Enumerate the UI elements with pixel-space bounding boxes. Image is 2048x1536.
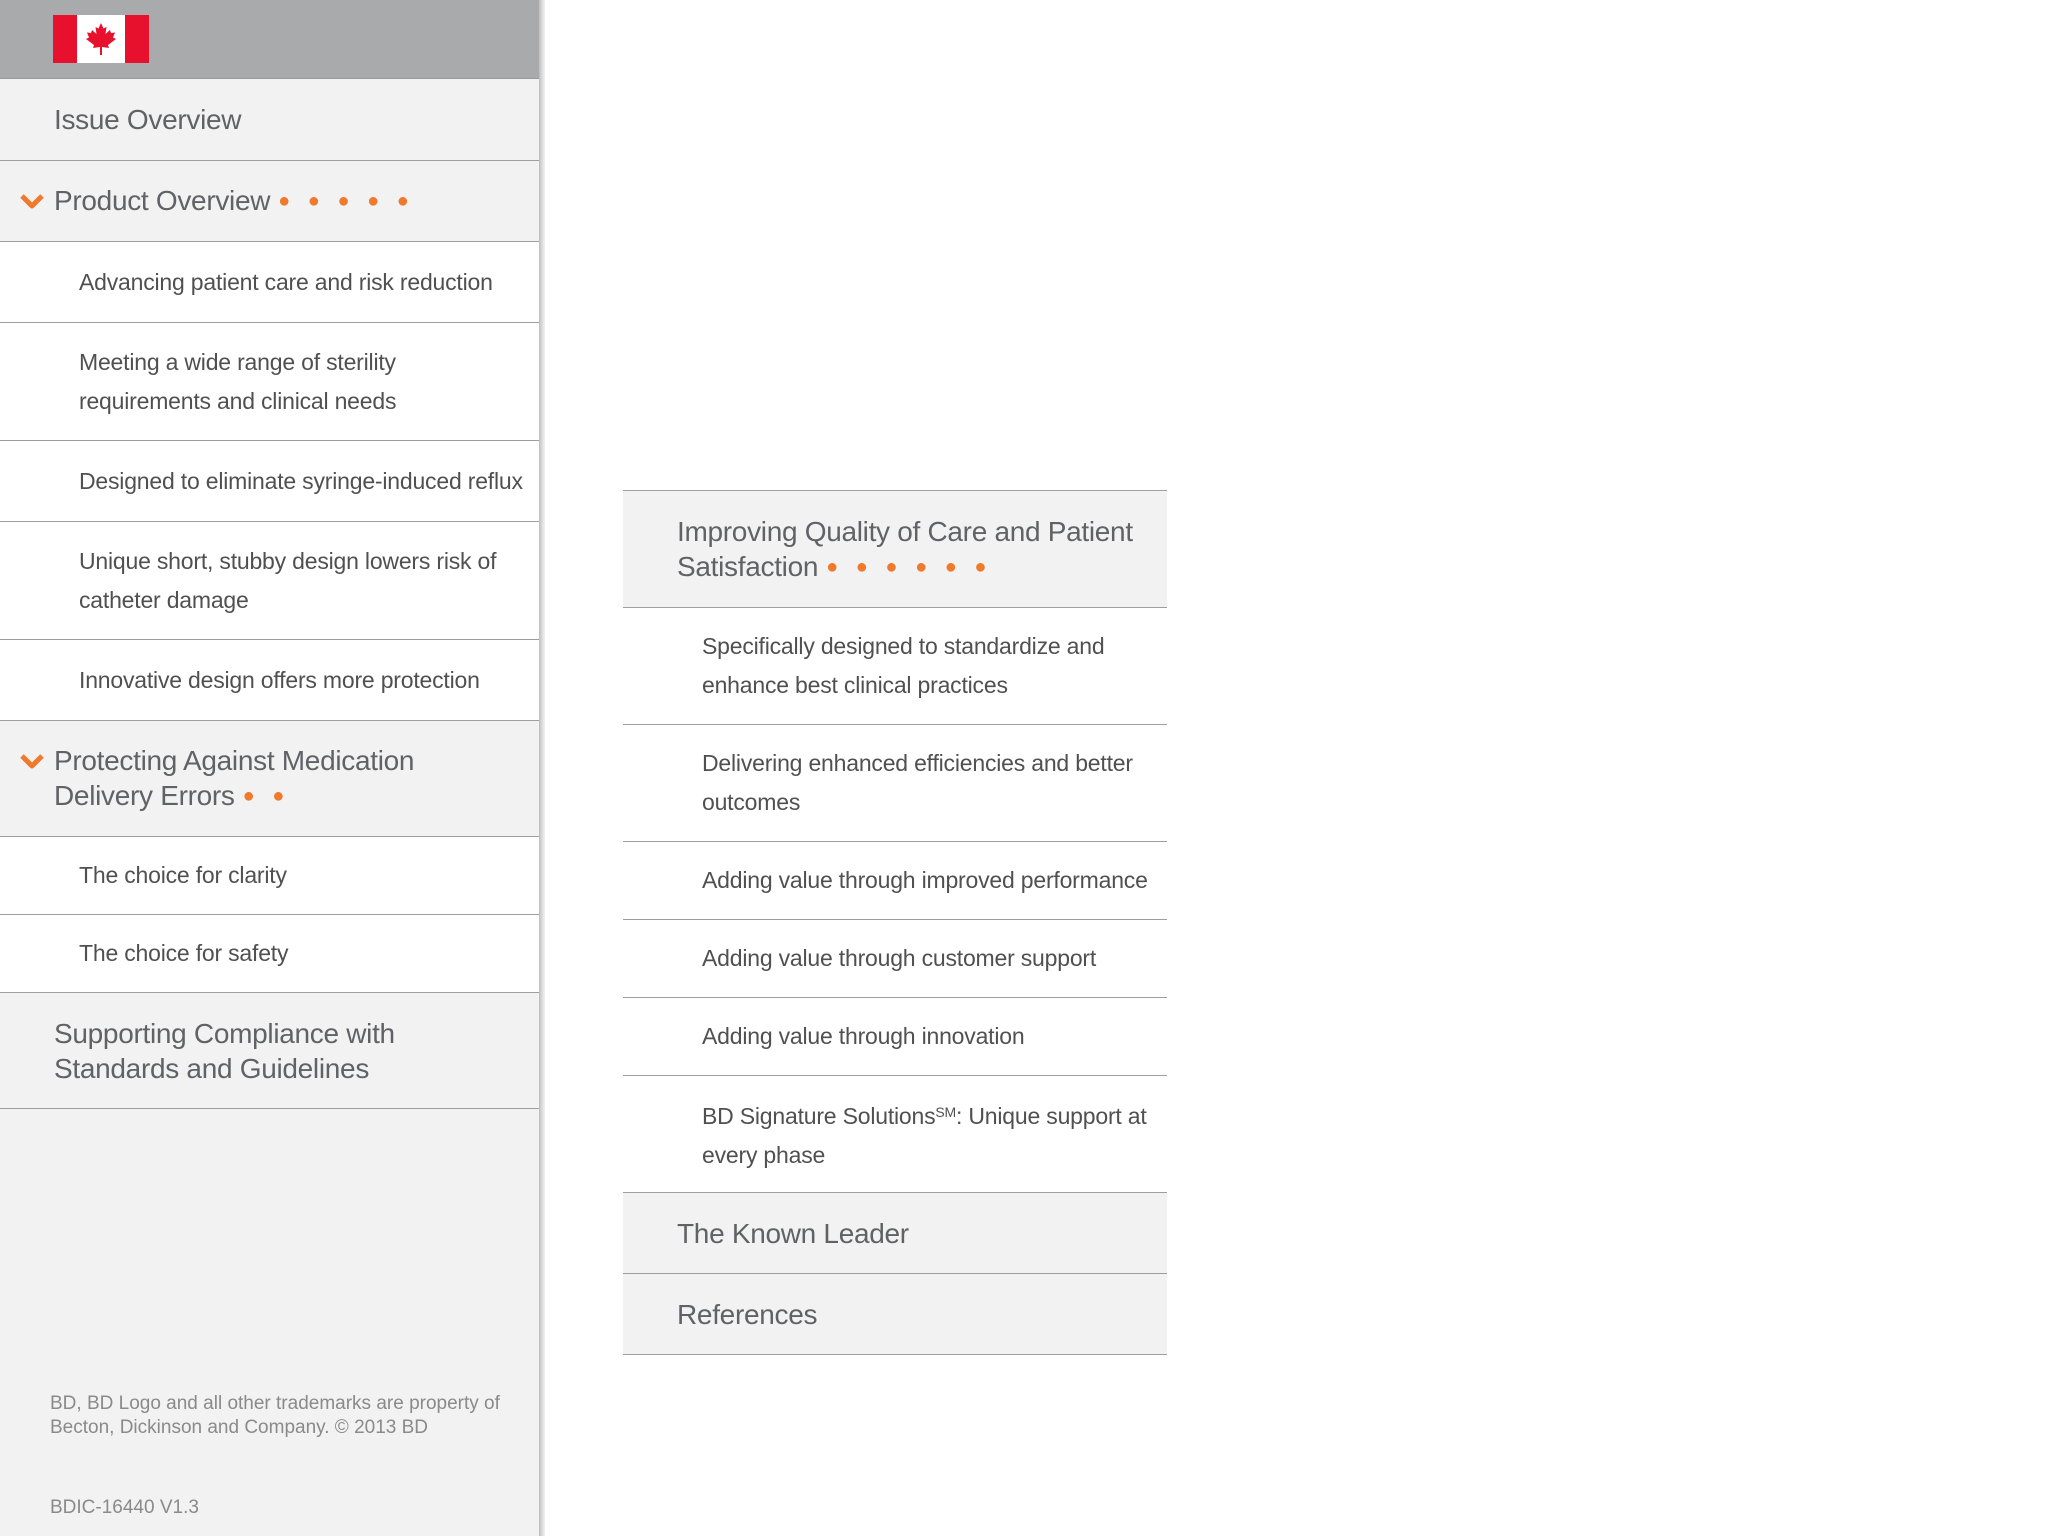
sidebar-item-label: Protecting Against Medication Delivery Errors <box>54 745 415 811</box>
panel-item-label: Delivering enhanced efficiencies and better outcomes <box>702 750 1133 815</box>
sidebar <box>0 0 539 1536</box>
sidebar-subitem-sterility-requirements[interactable] <box>0 323 539 441</box>
panel-subitem-standardize-practices[interactable] <box>623 608 1167 725</box>
sidebar-item-label: Issue Overview <box>54 104 242 135</box>
panel-subitem-signature-solutions[interactable] <box>623 1076 1167 1193</box>
sidebar-divider <box>539 0 545 1536</box>
sidebar-item-issue-overview[interactable] <box>0 79 539 161</box>
progress-dots: ● ● ● ● ● ● <box>826 555 993 578</box>
sidebar-subitem-stubby-design[interactable] <box>0 522 539 640</box>
service-mark: SM <box>935 1104 957 1120</box>
legal-notice: BD, BD Logo and all other trademarks are property of Becton, Dickinson and Company. © 2013 BD <box>50 1393 500 1438</box>
panel-item-references[interactable] <box>623 1274 1167 1355</box>
canada-flag-icon[interactable] <box>53 15 149 63</box>
sidebar-subitem-innovative-design[interactable] <box>0 640 539 721</box>
sidebar-header <box>0 0 539 79</box>
panel-item-label: References <box>677 1298 818 1330</box>
sidebar-subitem-advancing-patient-care[interactable] <box>0 242 539 323</box>
sidebar-item-label: Supporting Compliance with Standards and Guidelines <box>54 1017 395 1084</box>
sidebar-item-label: Advancing patient care and risk reduction <box>79 268 493 295</box>
sidebar-item-label: Innovative design offers more protection <box>79 666 480 693</box>
sidebar-item-medication-delivery-errors[interactable] <box>0 721 539 837</box>
sidebar-item-label: Designed to eliminate syringe-induced reflux <box>79 467 523 494</box>
sidebar-item-label: Unique short, stubby design lowers risk of catheter damage <box>79 547 497 613</box>
sidebar-item-label: The choice for safety <box>79 940 289 966</box>
panel-item-known-leader[interactable] <box>623 1193 1167 1274</box>
panel-item-label: BD Signature Solutions℠: Unique support at every phase <box>702 1103 1147 1168</box>
panel-item-label: Adding value through improved performance <box>702 867 1148 893</box>
sidebar-subitem-syringe-reflux[interactable] <box>0 441 539 522</box>
panel-subitem-improved-performance[interactable] <box>623 842 1167 920</box>
panel-item-label: The Known Leader <box>677 1217 909 1249</box>
panel-item-label: Specifically designed to standardize and enhance best clinical practices <box>702 633 1105 698</box>
sidebar-item-label: The choice for clarity <box>79 862 287 888</box>
panel-subitem-enhanced-efficiencies[interactable] <box>623 725 1167 842</box>
sidebar-item-label: Meeting a wide range of sterility requirements and clinical needs <box>79 348 397 414</box>
panel-item-label: Adding value through customer support <box>702 945 1097 971</box>
sidebar-subitem-choice-clarity[interactable] <box>0 837 539 915</box>
sidebar-item-product-overview[interactable] <box>0 161 539 242</box>
chevron-down-icon <box>20 753 44 769</box>
panel-subitem-innovation[interactable] <box>623 998 1167 1076</box>
progress-dots: ● ● ● ● ● <box>278 190 415 212</box>
panel-item-quality-of-care[interactable] <box>623 491 1167 608</box>
chevron-down-icon <box>20 193 44 209</box>
section-menu-panel <box>623 490 1167 1355</box>
sidebar-item-label: Product Overview <box>54 185 271 216</box>
sidebar-subitem-choice-safety[interactable] <box>0 915 539 993</box>
sidebar-item-supporting-compliance[interactable] <box>0 993 539 1109</box>
progress-dots: ● ● <box>242 785 291 807</box>
panel-item-label: Adding value through innovation <box>702 1023 1025 1049</box>
panel-subitem-customer-support[interactable] <box>623 920 1167 998</box>
sidebar-footer <box>50 1392 520 1520</box>
document-code: BDIC-16440 V1.3 <box>50 1497 199 1518</box>
panel-item-label: Improving Quality of Care and Patient Satisfaction <box>677 515 1133 582</box>
